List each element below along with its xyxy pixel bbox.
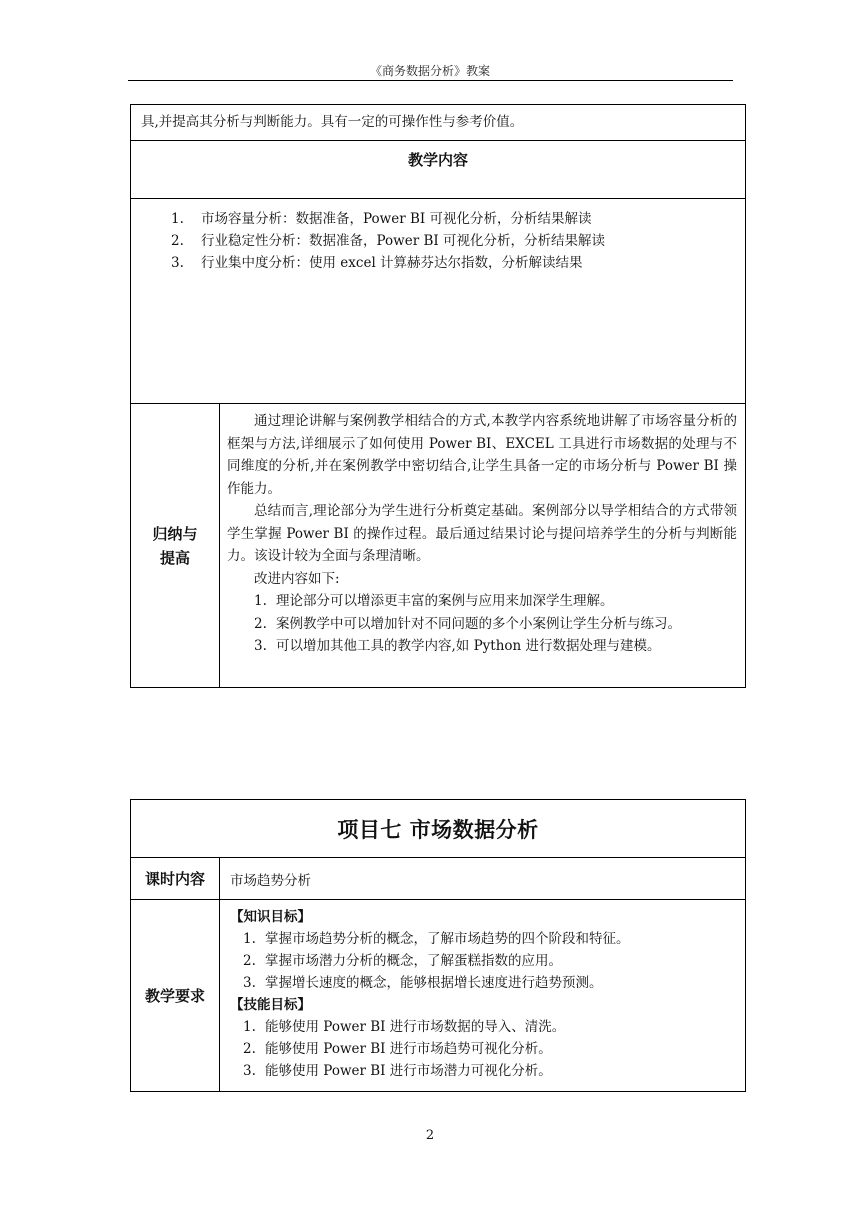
summary-label-line-2: 提高 (159, 548, 190, 567)
skill-heading: 【技能目标】 (230, 997, 311, 1013)
hours-label: 课时内容 (131, 858, 220, 900)
skill-item: 2. 能够使用 Power BI 进行市场趋势可视化分析。 (243, 1041, 552, 1057)
hours-value-cell (220, 858, 746, 900)
teaching-content-list (131, 199, 745, 274)
summary-body (220, 404, 745, 658)
summary-label-cell (131, 404, 220, 688)
summary-paragraph: 总结而言,理论部分为学生进行分析奠定基础。案例部分以导学相结合的方式带领学生掌握 Power BI 的操作过程。最后通过结果讨论与提问培养学生的分析与判断能力。该设计较为全面与条理清晰。 (227, 503, 738, 564)
summary-paragraph: 改进内容如下: (254, 570, 340, 587)
requirements-body (220, 900, 745, 1082)
requirements-label: 教学要求 (131, 900, 220, 1092)
header-divider (128, 80, 733, 81)
page-number: 2 (425, 1128, 435, 1143)
hours-value: 市场趋势分析 (230, 872, 311, 889)
project-title: 项目七 市场数据分析 (131, 800, 746, 858)
summary-content-cell (220, 404, 746, 688)
section-title-teaching-content: 教学内容 (408, 151, 469, 169)
lesson-plan-table-1 (130, 104, 746, 688)
requirements-cell (220, 900, 746, 1092)
skill-item: 1. 能够使用 Power BI 进行市场数据的导入、清洗。 (243, 1019, 566, 1035)
knowledge-item: 2. 掌握市场潜力分析的概念，了解蛋糕指数的应用。 (243, 953, 562, 969)
summary-label-line-1: 归纳与 (152, 524, 198, 543)
lesson-plan-table-2 (130, 799, 746, 1092)
continuation-cell (131, 105, 746, 141)
knowledge-item: 3. 掌握增长速度的概念，能够根据增长速度进行趋势预测。 (243, 975, 603, 991)
list-item: 3. 行业集中度分析：使用 excel 计算赫芬达尔指数，分析解读结果 (171, 255, 583, 271)
section-header-cell (131, 141, 746, 199)
continuation-text: 具,并提高其分析与判断能力。具有一定的可操作性与参考价值。 (141, 114, 524, 130)
skill-item: 3. 能够使用 Power BI 进行市场潜力可视化分析。 (243, 1063, 552, 1079)
knowledge-item: 1. 掌握市场趋势分析的概念，了解市场趋势的四个阶段和特征。 (243, 931, 630, 947)
page-header-title: 《商务数据分析》教案 (369, 64, 490, 78)
knowledge-heading: 【知识目标】 (230, 909, 311, 925)
improvement-item: 1. 理论部分可以增添更丰富的案例与应用来加深学生理解。 (254, 593, 614, 609)
improvement-item: 3. 可以增加其他工具的教学内容,如 Python 进行数据处理与建模。 (254, 638, 661, 654)
list-item: 2. 行业稳定性分析：数据准备，Power BI 可视化分析，分析结果解读 (171, 233, 605, 249)
summary-paragraph: 通过理论讲解与案例教学相结合的方式,本教学内容系统地讲解了市场容量分析的框架与方法,详细展示了如何使用 Power BI、EXCEL 工具进行市场数据的处理与不同维度的分析,并在案例教学中密切结合,让学生具备一定的市场分析与 Power BI 操作能力。 (227, 413, 738, 497)
list-item: 1. 市场容量分析：数据准备，Power BI 可视化分析，分析结果解读 (171, 211, 592, 227)
teaching-content-cell (131, 199, 746, 404)
improvement-item: 2. 案例教学中可以增加针对不同问题的多个小案例让学生分析与练习。 (254, 615, 681, 632)
